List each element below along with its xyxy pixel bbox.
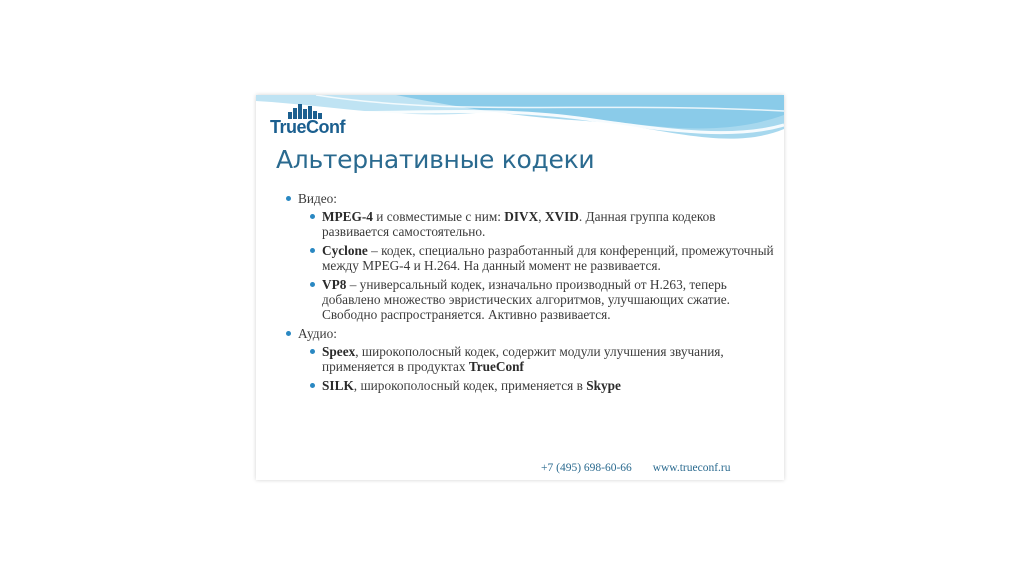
footer-phone: +7 (495) 698-60-66 xyxy=(541,462,632,474)
list-item-vp8: VP8 – универсальный кодек, изначально производный от H.263, теперь добавлено множество эвристических алгоритмов, улучшающих сжатие. Свободно распространяется. Активно развивается. xyxy=(286,277,776,322)
section-audio-label: Аудио: xyxy=(286,326,776,341)
section-video-label: Видео: xyxy=(286,191,776,206)
footer-website: www.trueconf.ru xyxy=(652,462,731,474)
list-item-cyclone: Cyclone – кодек, специально разработанный для конференций, промежуточный между MPEG-4 и H.264. На данный момент не развивается. xyxy=(286,243,776,273)
slide xyxy=(256,95,784,480)
slide-title: Альтернативные кодеки xyxy=(276,145,595,174)
list-item-silk: SILK, широкополосный кодек, применяется в Skype xyxy=(286,378,776,393)
trueconf-logo xyxy=(270,101,350,139)
slide-footer xyxy=(541,462,749,474)
slide-content xyxy=(286,191,776,397)
list-item-mpeg4: MPEG-4 и совместимые с ним: DIVX, XVID. Данная группа кодеков развивается самостоятельно. xyxy=(286,209,776,239)
list-item-speex: Speex, широкополосный кодек, содержит модули улучшения звучания, применяется в продуктах TrueConf xyxy=(286,344,776,374)
logo-text: TrueConf xyxy=(270,117,345,137)
